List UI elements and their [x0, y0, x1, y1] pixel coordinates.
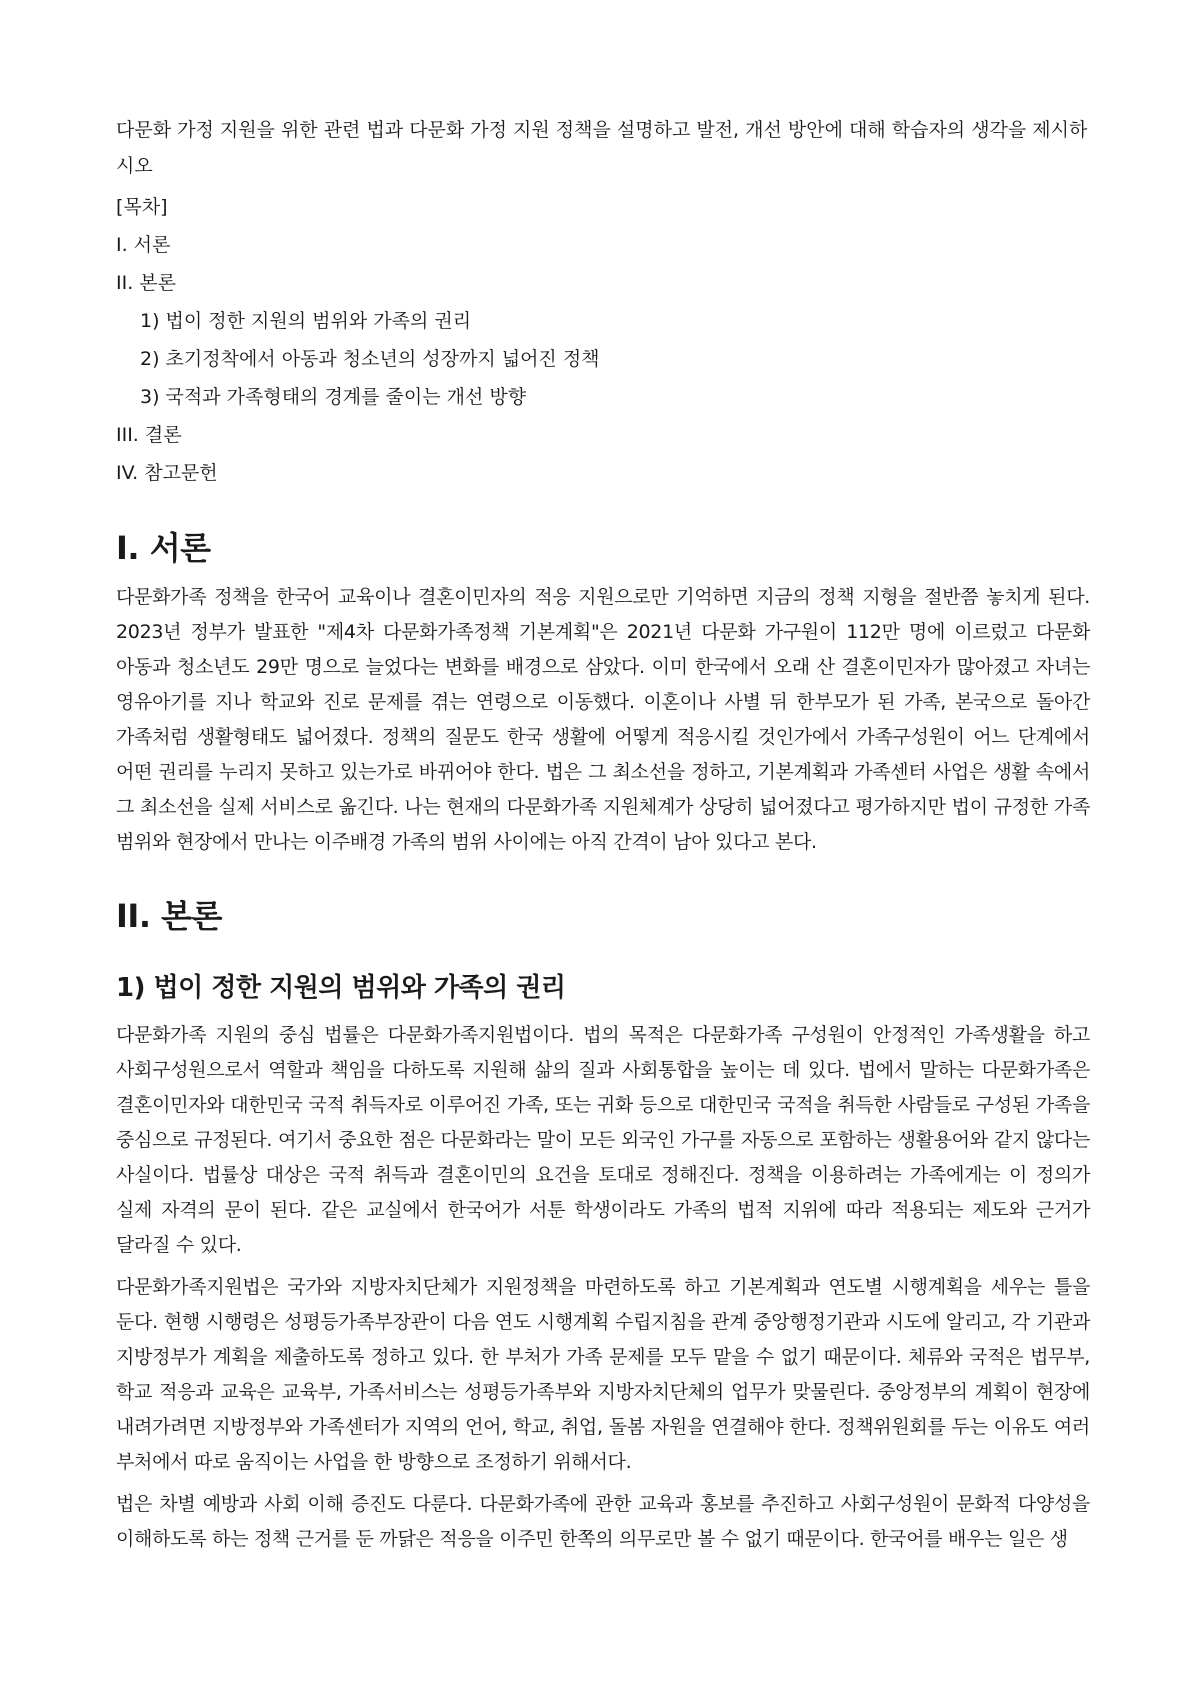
toc-item-body-3: 3) 국적과 가족형태의 경계를 줄이는 개선 방향 — [140, 386, 527, 408]
table-of-contents — [116, 188, 1090, 492]
document-page — [116, 112, 1090, 1564]
toc-item-body-1: 1) 법이 정한 지원의 범위와 가족의 권리 — [140, 310, 472, 332]
assignment-prompt: 다문화 가정 지원을 위한 관련 법과 다문화 가정 지원 정책을 설명하고 발전, 개선 방안에 대해 학습자의 생각을 제시하시오 — [116, 119, 1088, 177]
body-paragraph: 법은 차별 예방과 사회 이해 증진도 다룬다. 다문화가족에 관한 교육과 홍보를 추진하고 사회구성원이 문화적 다양성을 이해하도록 하는 정책 근거를 둔 까닭은 적응을 이주민 한쪽의 의무로만 볼 수 없기 때문이다. 한국어를 배우는 일은 생 — [116, 1493, 1090, 1550]
toc-heading: [목차] — [116, 196, 168, 218]
body-paragraph: 다문화가족 지원의 중심 법률은 다문화가족지원법이다. 법의 목적은 다문화가족 구성원이 안정적인 가족생활을 하고 사회구성원으로서 역할과 책임을 다하도록 지원해 삶의 질과 사회통합을 높이는 데 있다. 법에서 말하는 다문화가족은 결혼이민자와 대한민국 국적 취득자로 이루어진 가족, 또는 귀화 등으로 대한민국 국적을 취득한 사람들로 구성된 가족을 중심으로 규정된다. 여기서 중요한 점은 다문화라는 말이 모든 외국인 가구를 자동으로 포함하는 생활용어와 같지 않다는 사실이다. 법률상 대상은 국적 취득과 결혼이민의 요건을 토대로 정해진다. 정책을 이용하려는 가족에게는 이 정의가 실제 자격의 문이 된다. 같은 교실에서 한국어가 서툰 학생이라도 가족의 법적 지위에 따라 적용되는 제도와 근거가 달라질 수 있다. — [116, 1024, 1090, 1256]
intro-paragraph: 다문화가족 정책을 한국어 교육이나 결혼이민자의 적응 지원으로만 기억하면 지금의 정책 지형을 절반쯤 놓치게 된다. 2023년 정부가 발표한 "제4차 다문화가족정책 기본계획"은 2021년 다문화 가구원이 112만 명에 이르렀고 다문화 아동과 청소년도 29만 명으로 늘었다는 변화를 배경으로 삼았다. 이미 한국에서 오래 산 결혼이민자가 많아졌고 자녀는 영유아기를 지나 학교와 진로 문제를 겪는 연령으로 이동했다. 이혼이나 사별 뒤 한부모가 된 가족, 본국으로 돌아간 가족처럼 생활형태도 넓어졌다. 정책의 질문도 한국 생활에 어떻게 적응시킬 것인가에서 가족구성원이 어느 단계에서 어떤 권리를 누리지 못하고 있는가로 바뀌어야 한다. 법은 그 최소선을 정하고, 기본계획과 가족센터 사업은 생활 속에서 그 최소선을 실제 서비스로 옮긴다. 나는 현재의 다문화가족 지원체계가 상당히 넓어졌다고 평가하지만 법이 규정한 가족 범위와 현장에서 만나는 이주배경 가족의 범위 사이에는 아직 간격이 남아 있다고 본다. — [116, 586, 1090, 853]
section-heading-intro: I. 서론 — [116, 529, 211, 567]
toc-item-intro: I. 서론 — [116, 234, 171, 256]
toc-item-body-2: 2) 초기정착에서 아동과 청소년의 성장까지 넓어진 정책 — [140, 348, 600, 370]
toc-item-body: II. 본론 — [116, 272, 176, 294]
subsection-heading-1: 1) 법이 정한 지원의 범위와 가족의 권리 — [116, 973, 566, 1003]
section-heading-body: II. 본론 — [116, 897, 222, 935]
toc-item-references: IV. 참고문헌 — [116, 462, 218, 484]
body-paragraph: 다문화가족지원법은 국가와 지방자치단체가 지원정책을 마련하도록 하고 기본계획과 연도별 시행계획을 세우는 틀을 둔다. 현행 시행령은 성평등가족부장관이 다음 연도 시행계획 수립지침을 관계 중앙행정기관과 시도에 알리고, 각 기관과 지방정부가 계획을 제출하도록 정하고 있다. 한 부처가 가족 문제를 모두 맡을 수 없기 때문이다. 체류와 국적은 법무부, 학교 적응과 교육은 교육부, 가족서비스는 성평등가족부와 지방자치단체의 업무가 맞물린다. 중앙정부의 계획이 현장에 내려가려면 지방정부와 가족센터가 지역의 언어, 학교, 취업, 돌봄 자원을 연결해야 한다. 정책위원회를 두는 이유도 여러 부처에서 따로 움직이는 사업을 한 방향으로 조정하기 위해서다. — [116, 1276, 1090, 1473]
toc-item-conclusion: III. 결론 — [116, 424, 182, 446]
